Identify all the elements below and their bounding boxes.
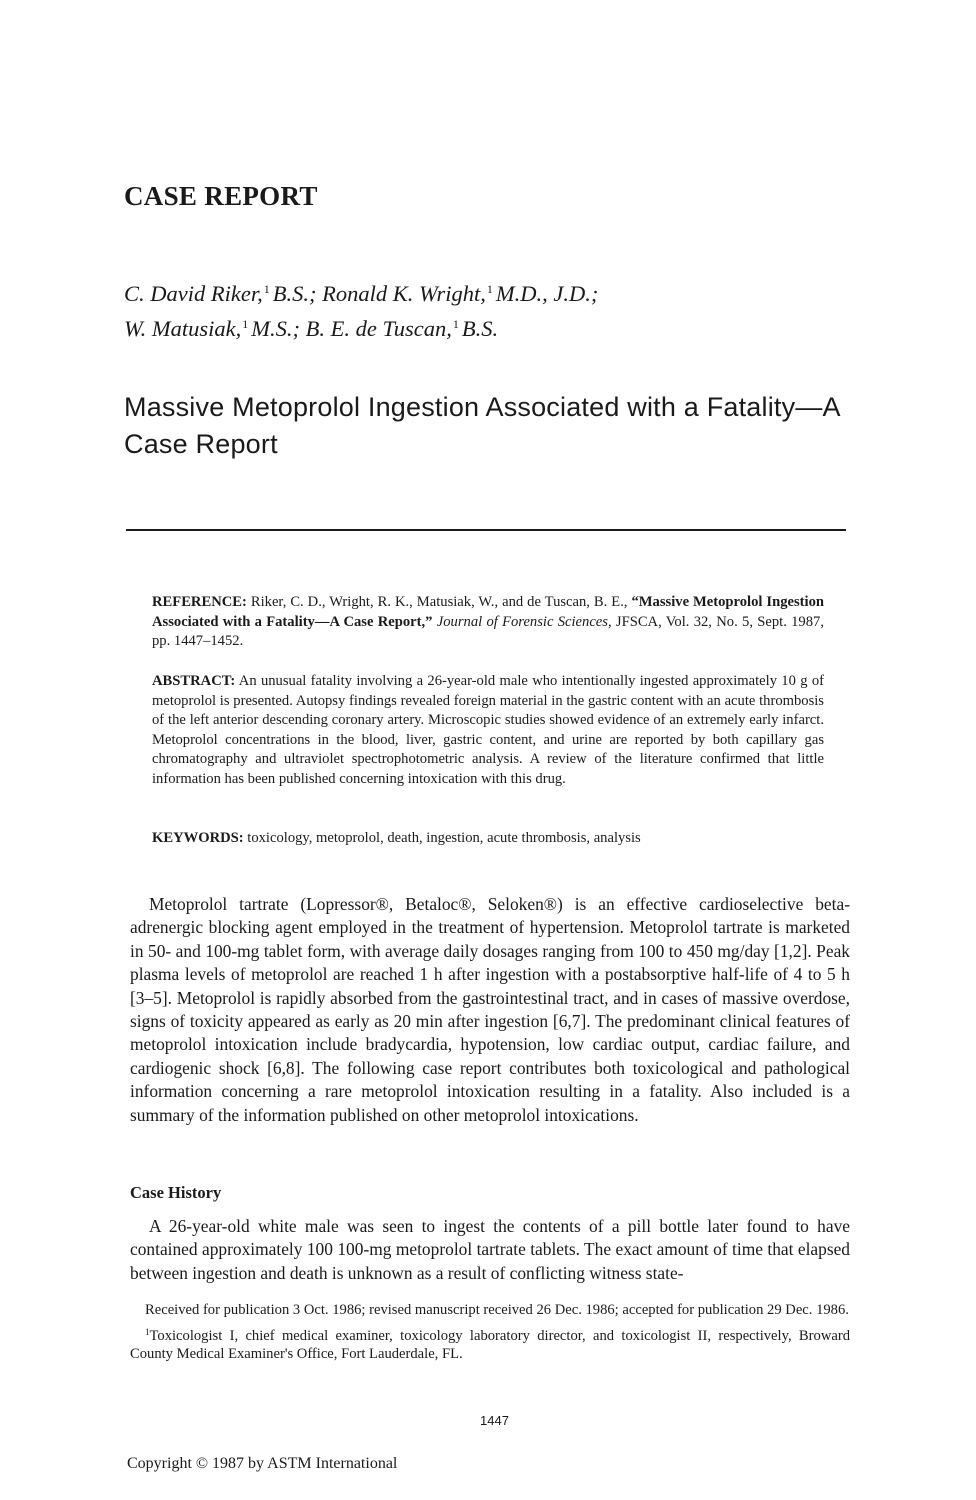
author-degree: B.S.;	[272, 281, 317, 306]
page-number: 1447	[480, 1413, 509, 1428]
author-name: Ronald K. Wright,	[322, 281, 486, 306]
author-name: C. David Riker,	[124, 281, 263, 306]
author-degree: M.S.;	[251, 316, 301, 341]
affiliation-mark: 1	[486, 282, 493, 296]
footnotes	[130, 1301, 850, 1367]
author-degree: B.S.	[461, 316, 499, 341]
author-line-2	[124, 309, 884, 344]
author-name: W. Matusiak,	[124, 316, 242, 341]
author-list	[124, 274, 884, 344]
abstract-block	[152, 672, 824, 790]
intro-paragraph: Metoprolol tartrate (Lopressor®, Betaloc®, Seloken®) is an effective cardioselective beta-adrenergic blocking agent employed in the treatment of hypertension. Metoprolol tartrate is marketed in 50- and 100-mg tablet form, with average daily dosages ranging from 100 to 450 mg/day [1,2]. Peak plasma levels of metoprolol are reached 1 h after ingestion with a postabsorptive half-life of 4 to 5 h [3–5]. Metoprolol is rapidly absorbed from the gastrointestinal tract, and in cases of massive overdose, signs of toxicity appeared as early as 20 min after ingestion [6,7]. The predominant clinical features of metoprolol intoxication include bradycardia, hypotension, low cardiac output, cardiac failure, and cardiogenic shock [6,8]. The following case report contributes both toxicological and pathological information concerning a rare metoprolol intoxication resulting in a fatality. Also included is a summary of the information published on other metoprolol intoxications.	[130, 894, 850, 1125]
case-history-heading: Case History	[130, 1183, 222, 1202]
author-name: B. E. de Tuscan,	[305, 316, 452, 341]
abstract-text: An unusual fatality involving a 26-year-old male who intentionally ingested approximately 10 g of metoprolol is presented. Autopsy findings revealed foreign material in the gastric content with an acute thrombosis of the left anterior descending coronary artery. Microscopic studies showed evidence of an extremely early infarct. Metoprolol concentrations in the blood, liver, gastric content, and urine are reported by both capillary gas chromatography and ultraviolet spectrophotometric analysis. A review of the literature confirmed that little information has been published concerning intoxication with this drug.	[152, 673, 825, 787]
article-title: Massive Metoprolol Ingestion Associated with a Fatality—A Case Report	[124, 392, 840, 459]
keywords-text: toxicology, metoprolol, death, ingestion, acute thrombosis, analysis	[247, 830, 641, 846]
affiliation-mark: 1	[452, 317, 459, 331]
affiliation-mark: 1	[242, 317, 249, 331]
abstract-label: ABSTRACT:	[152, 673, 236, 689]
reference-label: REFERENCE:	[152, 594, 247, 610]
reference-block	[152, 593, 824, 652]
affiliation-mark: 1	[145, 1326, 150, 1337]
affiliation-text: Toxicologist I, chief medical examiner, toxicology laboratory director, and toxicologist II, respectively, Broward County Medical Examiner's Office, Fort Lauderdale, FL.	[130, 1327, 850, 1363]
affiliation-mark: 1	[263, 282, 270, 296]
reference-article-title: “Massive Metoprolol Ingestion Associated with a Fatality—A Case Report,”	[152, 594, 825, 630]
reference-journal: Journal of Forensic Sciences,	[436, 613, 612, 630]
case-history-paragraph: A 26-year-old white male was seen to ingest the contents of a pill bottle later found to have contained approximately 100 100-mg metoprolol tartrate tablets. The exact amount of time that elapsed between ingestion and death is unknown as a result of conflicting witness state-	[130, 1216, 850, 1283]
title-divider	[126, 529, 846, 531]
section-label: CASE REPORT	[124, 181, 318, 211]
keywords-block	[152, 829, 824, 849]
author-line-1	[124, 274, 884, 309]
keywords-label: KEYWORDS:	[152, 830, 244, 846]
copyright-notice: Copyright © 1987 by ASTM International	[127, 1455, 398, 1472]
reference-authors: Riker, C. D., Wright, R. K., Matusiak, W., and de Tuscan, B. E.,	[250, 594, 628, 610]
reference-citation: JFSCA, Vol. 32, No. 5, Sept. 1987, pp. 1447–1452.	[152, 613, 824, 650]
footnote-received: Received for publication 3 Oct. 1986; revised manuscript received 26 Dec. 1986; accepted for publication 29 Dec. 1986.	[145, 1302, 849, 1318]
author-degree: M.D., J.D.;	[495, 281, 599, 306]
footnote-affiliation	[130, 1323, 850, 1364]
